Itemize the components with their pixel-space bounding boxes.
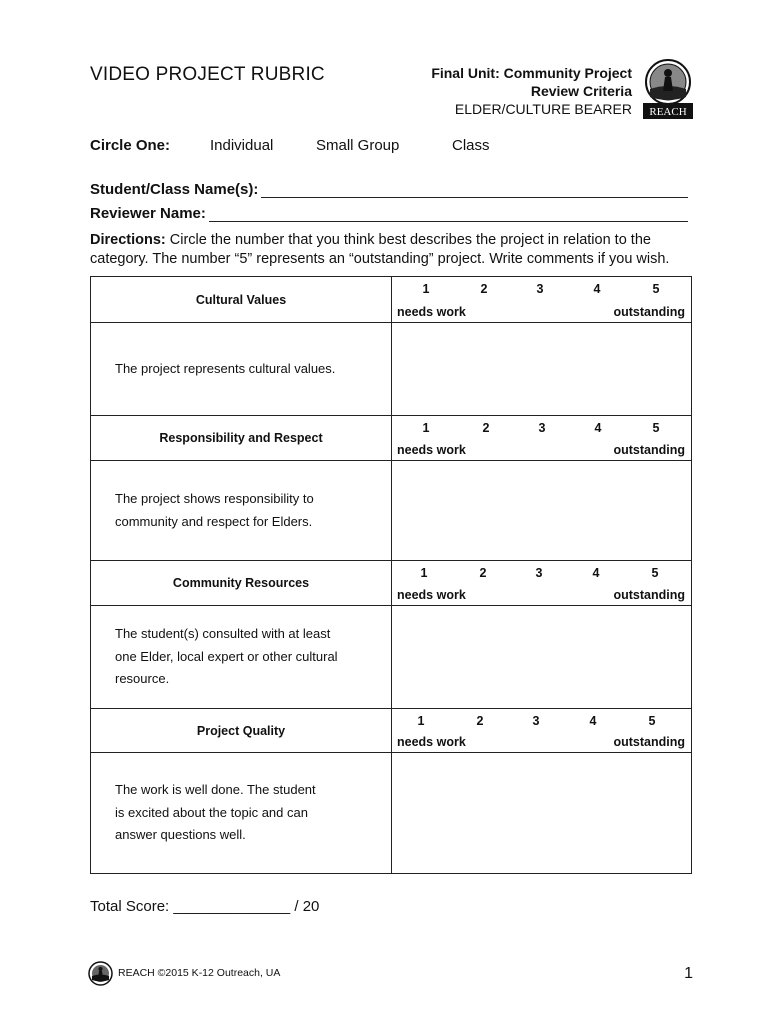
outstanding-label: outstanding [613,443,685,457]
review-criteria-label: Review Criteria [530,83,632,99]
description-line: The project represents cultural values. [115,360,336,376]
total-score [90,898,319,915]
comments-box[interactable] [392,323,692,416]
criterion-body-row [91,461,692,561]
rating-scale [392,561,692,606]
rating-numbers [392,714,691,730]
rating-3[interactable]: 3 [535,566,543,580]
footer-credit: REACH ©2015 K-12 Outreach, UA [118,967,281,979]
description-line: one Elder, local expert or other cultural [115,648,338,664]
directions-text: Circle the number that you think best describes the project in relation to the category. The number “5” represents an “outstanding” project. Write comments if you wish. [90,232,670,267]
circle-one-label: Circle One: [90,137,171,154]
rating-2[interactable]: 2 [479,566,487,580]
rating-4[interactable]: 4 [589,714,597,728]
category-project-quality: Project Quality [91,709,392,753]
description-line: The student(s) consulted with at least [115,626,331,642]
comments-box[interactable] [392,753,692,874]
rating-1[interactable]: 1 [417,714,425,728]
rating-3[interactable]: 3 [536,282,544,296]
reviewer-role: ELDER/CULTURE BEARER [454,101,632,117]
rating-numbers [392,421,691,437]
rating-1[interactable]: 1 [422,421,430,435]
directions [90,231,690,269]
category-responsibility-respect: Responsibility and Respect [91,416,392,461]
reach-logo-icon [643,57,693,119]
option-individual[interactable]: Individual [210,137,274,154]
category-cultural-values: Cultural Values [91,277,392,323]
page-number: 1 [684,965,693,982]
criterion-header-row [91,561,692,606]
option-small-group[interactable]: Small Group [316,137,400,154]
criterion-description [91,323,392,416]
criterion-header-row [91,709,692,753]
rating-scale [392,416,692,461]
criterion-body-row [91,323,692,416]
outstanding-label: outstanding [613,588,685,602]
description-line: answer questions well. [115,827,246,843]
option-class[interactable]: Class [452,137,490,154]
total-score-max: / 20 [294,898,320,915]
total-score-blank[interactable]: ______________ [173,898,291,915]
comments-box[interactable] [392,606,692,709]
rating-numbers [392,282,691,298]
criterion-header-row [91,277,692,323]
outstanding-label: outstanding [613,735,685,749]
rating-5[interactable]: 5 [648,714,656,728]
rating-5[interactable]: 5 [652,421,660,435]
criterion-description [91,461,392,561]
student-name-label: Student/Class Name(s): [90,181,259,198]
reviewer-name-label: Reviewer Name: [90,205,206,222]
rating-numbers [392,566,691,582]
rating-1[interactable]: 1 [422,282,430,296]
needs-work-label: needs work [397,305,466,319]
rating-2[interactable]: 2 [482,421,490,435]
description-line: resource. [115,671,170,687]
comments-box[interactable] [392,461,692,561]
category-community-resources: Community Resources [91,561,392,606]
reach-footer-icon [88,961,113,986]
reviewer-name-line[interactable] [209,207,688,222]
rating-scale [392,709,692,753]
needs-work-label: needs work [397,735,466,749]
criterion-description [91,606,392,709]
logo-text: REACH [649,106,687,118]
criterion-description [91,753,392,874]
needs-work-label: needs work [397,443,466,457]
rating-5[interactable]: 5 [651,566,659,580]
rating-2[interactable]: 2 [476,714,484,728]
rating-scale [392,277,692,323]
criterion-body-row [91,606,692,709]
student-name-line[interactable] [261,183,688,198]
description-line: is excited about the topic and can [115,804,308,820]
description-line: community and respect for Elders. [115,513,313,529]
rubric-table [90,276,692,874]
rating-3[interactable]: 3 [532,714,540,728]
rating-5[interactable]: 5 [652,282,660,296]
directions-label: Directions: [90,232,166,248]
needs-work-label: needs work [397,588,466,602]
rating-2[interactable]: 2 [480,282,488,296]
unit-title: Final Unit: Community Project [431,65,632,81]
total-score-label: Total Score: [90,898,170,915]
rating-3[interactable]: 3 [538,421,546,435]
rating-4[interactable]: 4 [593,282,601,296]
rating-4[interactable]: 4 [592,566,600,580]
student-name-field[interactable] [90,181,688,198]
reviewer-name-field[interactable] [90,205,688,222]
rating-1[interactable]: 1 [420,566,428,580]
description-line: The work is well done. The student [115,782,316,798]
criterion-header-row [91,416,692,461]
page-title: VIDEO PROJECT RUBRIC [90,64,325,85]
circle-one-row [90,137,510,157]
rating-4[interactable]: 4 [594,421,602,435]
criterion-body-row [91,753,692,874]
description-line: The project shows responsibility to [115,491,314,506]
outstanding-label: outstanding [613,305,685,319]
